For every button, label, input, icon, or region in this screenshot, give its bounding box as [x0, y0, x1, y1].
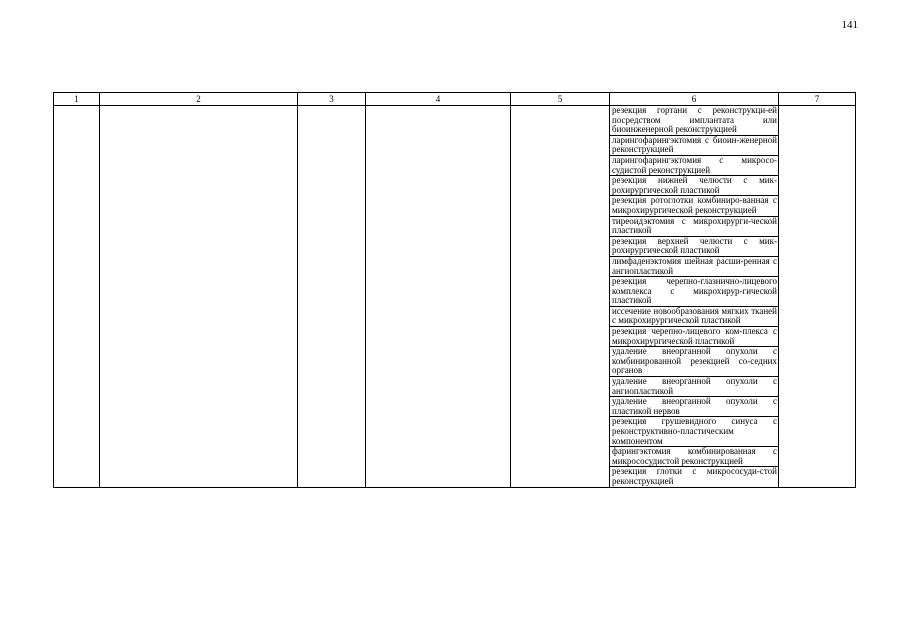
list-item: резекция ротоглотки комбиниро-ванная с микрохирургической реконструкцией	[612, 196, 777, 215]
column-7-cell	[779, 106, 856, 488]
list-item: иссечение новообразования мягких тканей с микрохирургической пластикой	[612, 306, 777, 326]
column-number-6: 6	[610, 93, 779, 106]
column-number-7: 7	[779, 93, 856, 106]
list-item: резекция нижней челюсти с мик-рохирургической пластикой	[612, 176, 777, 195]
list-item: резекция грушевидного синуса с реконструктивно-пластическим компонентом	[612, 417, 777, 446]
list-item: резекция глотки с микрососуди-стой реконструкцией	[612, 467, 777, 486]
list-item: лимфаденэктомия шейная расши-ренная с ангиопластикой	[612, 256, 777, 276]
surgery-list-cell	[610, 106, 779, 488]
list-item: резекция верхней челюсти с мик-рохирургической пластикой	[612, 236, 777, 256]
list-item: ларингофарингэктомия с биоин-женерной реконструкцией	[612, 135, 777, 155]
list-item: тиреоидэктомия с микрохирурги-ческой пластикой	[612, 216, 777, 236]
column-number-3: 3	[298, 93, 366, 106]
column-number-1: 1	[54, 93, 100, 106]
column-number-5: 5	[511, 93, 610, 106]
column-1-cell	[54, 106, 100, 488]
procedures-table	[53, 92, 856, 488]
list-item: резекция черепно-лицевого ком-плекса с микрохирургической пластикой	[612, 327, 777, 346]
list-item: удаление внеорганной опухоли с пластикой нервов	[612, 397, 777, 416]
column-3-cell	[298, 106, 366, 488]
list-item: резекция черепно-глазнично-лицевого комплекса с микрохирур-гической пластикой	[612, 277, 777, 306]
list-item: ларингофарингэктомия с микросо-судистой реконструкцией	[612, 155, 777, 175]
list-item: фарингэктомия комбинированная с микрососудистой реконструкцией	[612, 447, 777, 466]
column-2-cell	[100, 106, 298, 488]
column-5-cell	[511, 106, 610, 488]
column-number-row	[54, 93, 856, 106]
column-number-4: 4	[366, 93, 511, 106]
list-item: удаление внеорганной опухоли с ангиопластикой	[612, 377, 777, 396]
list-item: удаление внеорганной опухоли с комбинированной резекцией со-седних органов	[612, 347, 777, 376]
page-number: 141	[841, 19, 858, 31]
column-number-2: 2	[100, 93, 298, 106]
column-4-cell	[366, 106, 511, 488]
list-item: резекция гортани с реконструкци-ей посредством имплантата или биоинженерной реконструкцией	[612, 106, 777, 135]
table-row	[54, 106, 856, 488]
